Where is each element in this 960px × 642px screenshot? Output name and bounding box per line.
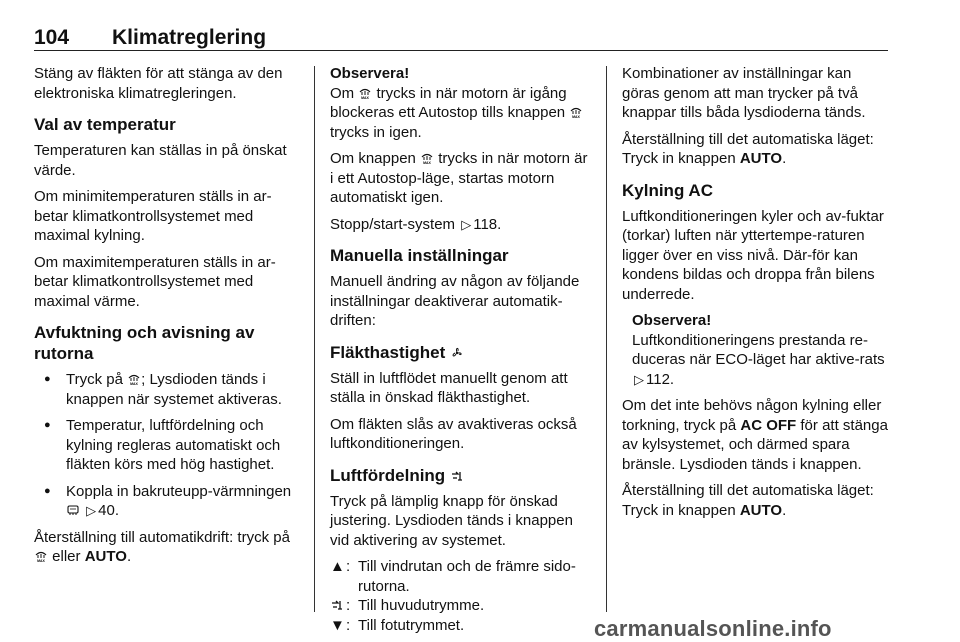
row-text: Till huvudutrymme. xyxy=(358,597,485,614)
section-heading-defrost: Avfuktning och avisning av rutorna xyxy=(34,323,255,363)
watermark: carmanualsonline.info xyxy=(594,616,832,641)
row-text: Till fotutrymmet. xyxy=(358,616,465,634)
paragraph: Om maximitemperaturen ställs in ar-betar klimatkontrollsystemet med maximal värme. xyxy=(34,253,276,310)
air-distribution-icon xyxy=(451,470,463,482)
svg-text:MAX: MAX xyxy=(572,115,581,118)
section-heading-manual: Manuella inställningar xyxy=(330,246,509,265)
table-row: ▲ : Till vindrutan och de främre sido-rutorna. xyxy=(330,557,592,596)
paragraph: Kombinationer av inställningar kan göras genom att man trycker på två knappar tills båda lysdioderna tänds. xyxy=(622,65,866,121)
paragraph: Återställning till automatikdrift: tryck på MAX eller AUTO. xyxy=(34,528,290,565)
reference-arrow-icon: ▷ xyxy=(461,216,472,232)
air-distribution-icon xyxy=(331,599,343,611)
svg-text:MAX: MAX xyxy=(37,559,45,562)
list-item: ● Tryck på MAX ; Lysdioden tänds i knappen när systemet aktiveras. xyxy=(34,370,300,409)
section-heading-ac: Kylning AC xyxy=(622,180,713,200)
svg-text:MAX: MAX xyxy=(130,382,139,385)
paragraph: Återställning till det automatiska läget: Tryck in knappen AUTO. xyxy=(622,482,874,519)
paragraph: Luftkonditioneringen kyler och av-fuktar (torkar) luften när yttertempe-raturen ligger över en viss nivå. Där-för kan kondens bildas och droppa från bilens underrede. xyxy=(622,207,884,303)
column-divider xyxy=(314,66,315,612)
note-title: Observera! xyxy=(330,65,410,82)
column-3 xyxy=(622,64,888,527)
list-item: ● Koppla in bakruteupp-värmningen ▷ 40. xyxy=(34,482,300,521)
paragraph: Ställ in luftflödet manuellt genom att ställa in önskad fläkthastighet. xyxy=(330,369,568,406)
rear-window-heating-icon xyxy=(67,504,79,516)
header-rule xyxy=(34,50,888,51)
table-row: ▼ : Till fotutrymmet. xyxy=(330,616,592,636)
direction-symbol: ▲ xyxy=(330,558,345,575)
max-defrost-icon xyxy=(35,550,47,562)
paragraph: Tryck på lämplig knapp för önskad justering. Lysdioden tänds i knappen vid aktivering av systemet. xyxy=(330,492,573,549)
paragraph: Stäng av fläkten för att stänga av den elektroniska klimatregleringen. xyxy=(34,65,283,102)
max-defrost-icon xyxy=(570,106,582,118)
page-number: 104 xyxy=(34,26,70,49)
note-box xyxy=(622,311,888,389)
note-title: Observera! xyxy=(632,312,712,329)
paragraph: Om minimitemperaturen ställs in ar-betar klimatkontrollsystemet med maximal kylning. xyxy=(34,188,272,244)
direction-symbol: ▼ xyxy=(330,616,345,634)
note-text: Om MAX trycks in när motorn är igång blockeras ett Autostop tills knappen MAX trycks in igen. xyxy=(330,84,592,143)
row-text: Till vindrutan och de främre sido-rutorna. xyxy=(358,558,576,595)
note-text: Om knappen MAX trycks in när motorn är i ett Autostop-läge, startas motorn automatiskt igen. xyxy=(330,150,588,206)
note-text: Stopp/start-system ▷ 118. xyxy=(330,215,502,233)
paragraph: Temperaturen kan ställas in på önskat värde. xyxy=(34,142,287,179)
bullet-list xyxy=(34,370,300,521)
column-1 xyxy=(34,64,300,574)
reference-arrow-icon: ▷ xyxy=(86,503,97,518)
column-divider xyxy=(606,66,607,612)
table-row: : Till huvudutrymme. xyxy=(330,596,592,616)
fan-icon xyxy=(451,347,463,359)
paragraph: Återställning till det automatiska läget: Tryck in knappen AUTO. xyxy=(622,130,874,167)
note-text: Luftkonditioneringens prestanda re-duceras när ECO-läget har aktive-rats ▷ 112. xyxy=(632,331,885,388)
column-2 xyxy=(330,64,592,635)
max-defrost-icon xyxy=(359,87,371,99)
max-defrost-icon xyxy=(421,152,433,164)
svg-text:MAX: MAX xyxy=(423,161,431,164)
paragraph: Om det inte behövs någon kylning eller torkning, tryck på AC OFF för att stänga av kylsystemet, och därmed spara bränsle. Lysdioden tänds i knappen. xyxy=(622,397,888,473)
page-header xyxy=(34,26,888,50)
paragraph: Om fläkten slås av avaktiveras också luftkonditioneringen. xyxy=(330,415,577,452)
paragraph: Manuell ändring av någon av följande inställningar deaktiverar automatik-driften: xyxy=(330,273,580,329)
reference-arrow-icon: ▷ xyxy=(634,371,644,387)
list-item: ● Temperatur, luftfördelning och kylning regleras automatiskt och fläkten körs med hög hastighet. xyxy=(34,416,300,475)
note-box xyxy=(330,64,592,234)
air-distribution-table xyxy=(330,557,592,635)
page-title: Klimatreglering xyxy=(112,26,267,49)
svg-text:MAX: MAX xyxy=(361,95,370,99)
section-heading-temperature: Val av temperatur xyxy=(34,115,176,134)
max-defrost-icon xyxy=(128,373,140,385)
section-heading-air-distribution: Luftfördelning xyxy=(330,465,592,486)
section-heading-fan-speed: Fläkthastighet xyxy=(330,342,592,363)
